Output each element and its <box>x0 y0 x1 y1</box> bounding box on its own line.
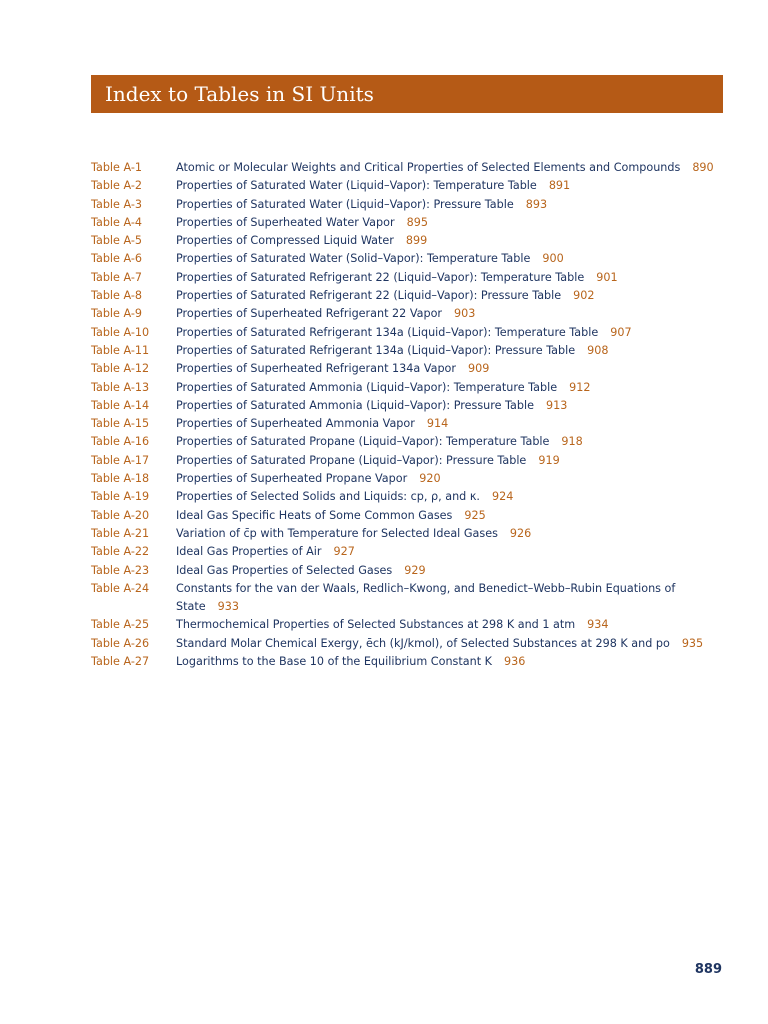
table-title: Properties of Superheated Propane Vapor <box>176 472 408 486</box>
table-label: Table A-9 <box>91 307 143 321</box>
table-title: Properties of Superheated Ammonia Vapor <box>176 417 415 431</box>
index-entry[interactable] <box>91 580 731 617</box>
table-label: Table A-11 <box>91 343 150 357</box>
page-ref[interactable]: 914 <box>426 417 449 431</box>
table-title: Ideal Gas Specific Heats of Some Common Gases <box>176 508 453 522</box>
table-label: Table A-10 <box>91 325 150 339</box>
table-label: Table A-27 <box>91 655 150 669</box>
table-title: Properties of Saturated Refrigerant 134a (Liquid–Vapor): Pressure Table <box>176 343 576 357</box>
index-entry[interactable] <box>91 232 731 250</box>
index-entry[interactable] <box>91 635 731 653</box>
page-ref[interactable]: 895 <box>406 215 428 229</box>
page-number: 889 <box>694 962 722 977</box>
table-title: Properties of Saturated Refrigerant 22 (Liquid–Vapor): Pressure Table <box>176 289 562 303</box>
index-entry[interactable] <box>91 470 731 488</box>
page-ref[interactable]: 920 <box>419 472 441 486</box>
table-title: Properties of Superheated Refrigerant 22 Vapor <box>176 307 443 321</box>
index-entry[interactable] <box>91 177 731 195</box>
index-entry[interactable] <box>91 433 731 451</box>
table-label: Table A-19 <box>91 490 150 504</box>
index-entry[interactable] <box>91 562 731 580</box>
index-entry[interactable] <box>91 653 731 671</box>
table-title: Properties of Compressed Liquid Water <box>176 234 394 248</box>
table-label: Table A-12 <box>91 362 150 376</box>
table-title: Properties of Saturated Refrigerant 134a (Liquid–Vapor): Temperature Table <box>176 325 599 339</box>
table-title: Atomic or Molecular Weights and Critical Properties of Selected Elements and Compounds <box>176 161 681 174</box>
table-label: Table A-1 <box>91 161 143 174</box>
table-label: Table A-23 <box>91 563 150 577</box>
page-ref[interactable]: 901 <box>596 270 618 284</box>
table-title: Constants for the van der Waals, Redlich–Kwong, and Benedict–Webb–Rubin Equations of State <box>176 581 676 614</box>
table-label: Table A-16 <box>91 435 150 449</box>
table-title: Properties of Saturated Water (Liquid–Vapor): Pressure Table <box>176 197 514 211</box>
table-title: Ideal Gas Properties of Selected Gases <box>176 563 393 577</box>
table-label: Table A-4 <box>91 215 143 229</box>
table-title: Standard Molar Chemical Exergy, ēch (kJ/kmol), of Selected Substances at 298 K and po <box>176 636 670 650</box>
page-ref[interactable]: 935 <box>681 636 704 650</box>
index-entry[interactable] <box>91 287 731 305</box>
table-label: Table A-24 <box>91 581 150 595</box>
index-entry[interactable] <box>91 269 731 287</box>
table-title: Properties of Superheated Water Vapor <box>176 215 395 229</box>
table-label: Table A-3 <box>91 197 143 211</box>
table-label: Table A-22 <box>91 545 150 559</box>
table-title: Properties of Saturated Propane (Liquid–Vapor): Pressure Table <box>176 453 527 467</box>
table-title: Logarithms to the Base 10 of the Equilibrium Constant K <box>176 655 492 669</box>
page-ref[interactable]: 934 <box>587 618 609 632</box>
table-label: Table A-15 <box>91 417 150 431</box>
page-ref[interactable]: 890 <box>692 161 714 174</box>
page-ref[interactable]: 919 <box>538 453 560 467</box>
table-label: Table A-2 <box>91 179 143 193</box>
page-ref[interactable]: 903 <box>454 307 476 321</box>
index-entry[interactable] <box>91 616 731 634</box>
index-entry[interactable] <box>91 305 731 323</box>
page-ref[interactable]: 927 <box>333 545 355 559</box>
page-ref[interactable]: 907 <box>610 325 632 339</box>
index-entry[interactable] <box>91 543 731 561</box>
page-ref[interactable]: 926 <box>509 526 532 540</box>
index-entry[interactable] <box>91 397 731 415</box>
index-entry[interactable] <box>91 324 731 342</box>
index-entry[interactable] <box>91 525 731 543</box>
page-ref[interactable]: 908 <box>587 343 609 357</box>
index-entry[interactable] <box>91 488 731 506</box>
table-label: Table A-21 <box>91 526 150 540</box>
page-ref[interactable]: 936 <box>503 655 526 669</box>
page-ref[interactable]: 909 <box>468 362 490 376</box>
table-label: Table A-25 <box>91 618 150 632</box>
table-label: Table A-20 <box>91 508 150 522</box>
table-title: Variation of c̄p with Temperature for Selected Ideal Gases <box>176 526 498 540</box>
page-ref[interactable]: 899 <box>405 234 428 248</box>
table-title: Properties of Superheated Refrigerant 134a Vapor <box>176 362 456 376</box>
table-label: Table A-7 <box>91 270 143 284</box>
index-entry[interactable] <box>91 415 731 433</box>
table-title: Thermochemical Properties of Selected Substances at 298 K and 1 atm <box>176 618 576 632</box>
table-label: Table A-18 <box>91 472 150 486</box>
title-banner <box>91 75 723 113</box>
table-title: Properties of Saturated Ammonia (Liquid–Vapor): Pressure Table <box>176 398 534 412</box>
index-entry[interactable] <box>91 214 731 232</box>
page-ref[interactable]: 918 <box>561 435 583 449</box>
page-ref[interactable]: 913 <box>546 398 568 412</box>
index-entry[interactable] <box>91 379 731 397</box>
index-entry[interactable] <box>91 196 731 214</box>
table-label: Table A-6 <box>91 252 143 266</box>
table-title: Properties of Saturated Ammonia (Liquid–Vapor): Temperature Table <box>176 380 558 394</box>
table-title: Properties of Saturated Water (Liquid–Vapor): Temperature Table <box>176 179 537 193</box>
page-ref[interactable]: 925 <box>464 508 486 522</box>
index-entry[interactable] <box>91 360 731 378</box>
page-ref[interactable]: 902 <box>573 289 595 303</box>
table-title: Ideal Gas Properties of Air <box>176 545 322 559</box>
index-entry[interactable] <box>91 507 731 525</box>
table-label: Table A-8 <box>91 289 143 303</box>
page-ref[interactable]: 900 <box>542 252 564 266</box>
table-label: Table A-5 <box>91 234 143 248</box>
page-ref[interactable]: 891 <box>548 179 571 193</box>
table-title: Properties of Saturated Propane (Liquid–Vapor): Temperature Table <box>176 435 550 449</box>
index-entry[interactable] <box>91 452 731 470</box>
page-ref[interactable]: 912 <box>569 380 591 394</box>
table-title: Properties of Saturated Water (Solid–Vapor): Temperature Table <box>176 252 531 266</box>
index-entry[interactable] <box>91 342 731 360</box>
page-ref[interactable]: 933 <box>217 600 239 614</box>
table-label: Table A-13 <box>91 380 150 394</box>
page-title: Index to Tables in SI Units <box>105 82 374 106</box>
index-entry[interactable] <box>91 159 731 177</box>
table-title: Properties of Saturated Refrigerant 22 (Liquid–Vapor): Temperature Table <box>176 270 585 284</box>
index-entry[interactable] <box>91 250 731 268</box>
table-label: Table A-17 <box>91 453 150 467</box>
page-ref[interactable]: 893 <box>525 197 548 211</box>
page-ref[interactable]: 929 <box>404 563 426 577</box>
table-label: Table A-26 <box>91 636 150 650</box>
table-title: Properties of Selected Solids and Liquids: cp, ρ, and κ. <box>176 490 480 504</box>
page-ref[interactable]: 924 <box>491 490 514 504</box>
table-label: Table A-14 <box>91 398 150 412</box>
table-index <box>91 159 731 671</box>
